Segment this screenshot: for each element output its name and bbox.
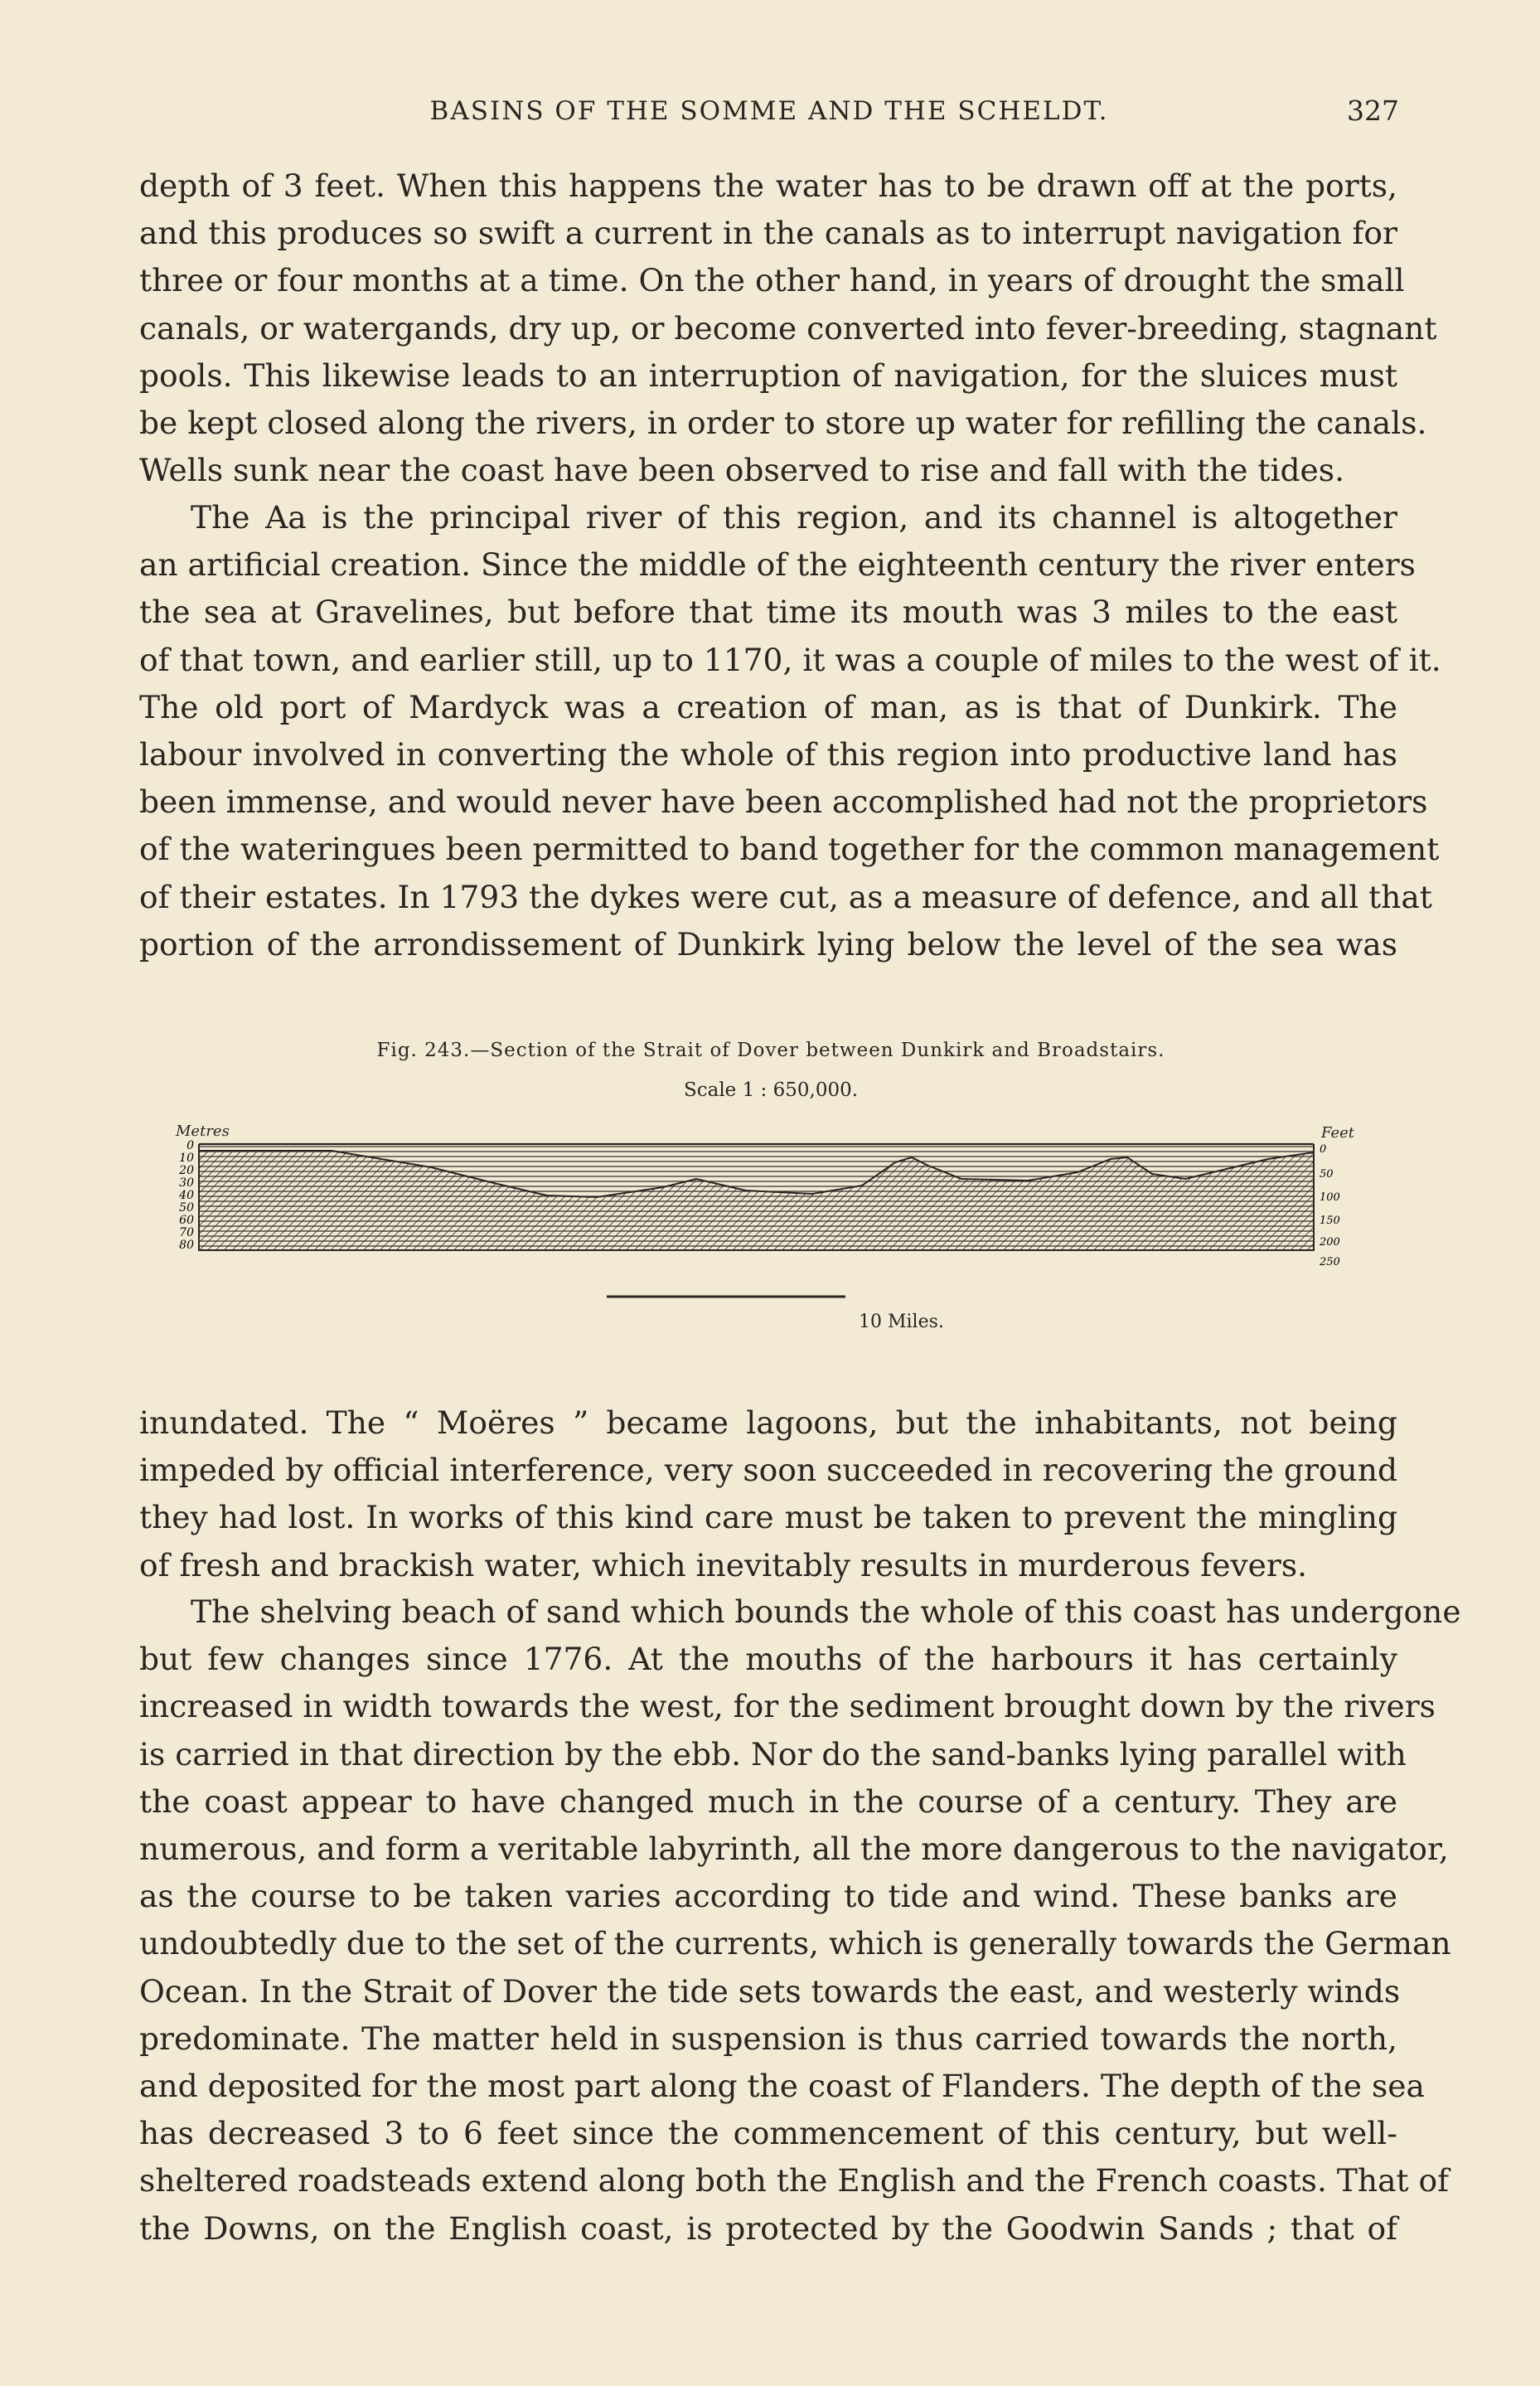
- scale-bar-label: 10 Miles.: [859, 1312, 944, 1332]
- text-line: predominate. The matter held in suspension is thus carried towards the north,: [139, 2020, 1397, 2057]
- text-line: sheltered roadsteads extend along both the English and the French coasts. That of: [139, 2162, 1450, 2199]
- left-axis-title: Metres: [176, 1123, 230, 1140]
- right-axis-title: Feet: [1321, 1124, 1355, 1142]
- left-tick-label: 10: [179, 1152, 194, 1165]
- text-line: and deposited for the most part along the coast of Flanders. The depth of the sea: [139, 2068, 1425, 2105]
- text-line: has decreased 3 to 6 feet since the commencement of this century, but well-: [139, 2115, 1397, 2152]
- text-line: as the course to be taken varies according to tide and wind. These banks are: [139, 1878, 1397, 1915]
- text-line: pools. This likewise leads to an interruption of navigation, for the sluices must: [139, 356, 1397, 394]
- text-line: The Aa is the principal river of this region, and its channel is altogether: [191, 499, 1397, 536]
- text-line: The shelving beach of sand which bounds the whole of this coast has undergone: [191, 1593, 1461, 1630]
- text-line: of the wateringues been permitted to band together for the common management: [139, 831, 1440, 868]
- left-tick-label: 20: [179, 1164, 194, 1177]
- paragraph-2: [139, 494, 1441, 968]
- text-line: of that town, and earlier still, up to 1170, it was a couple of miles to the west of it.: [139, 641, 1441, 678]
- text-line: depth of 3 feet. When this happens the water has to be drawn off at the ports,: [139, 167, 1397, 204]
- left-tick-label: 50: [179, 1201, 194, 1215]
- left-tick-label: 70: [179, 1226, 194, 1239]
- paragraph-3: [139, 1399, 1397, 1589]
- cross-section-diagram: [166, 1119, 1376, 1310]
- text-line: they had lost. In works of this kind care must be taken to prevent the mingling: [139, 1499, 1397, 1536]
- right-tick-label: 150: [1320, 1215, 1340, 1227]
- text-line: impeded by official interference, very soon succeeded in recovering the ground: [139, 1452, 1397, 1489]
- left-tick-label: 30: [179, 1176, 194, 1190]
- text-line: and this produces so swift a current in the canals as to interrupt navigation for: [139, 215, 1397, 252]
- text-line: an artificial creation. Since the middle of the eighteenth century the river enters: [139, 546, 1416, 584]
- left-tick-label: 40: [179, 1189, 194, 1202]
- text-line: Ocean. In the Strait of Dover the tide sets towards the east, and westerly winds: [139, 1972, 1401, 2010]
- text-line: numerous, and form a veritable labyrinth, all the more dangerous to the navigator,: [139, 1831, 1449, 1868]
- right-tick-label: 100: [1320, 1191, 1340, 1204]
- figure-243: [166, 1028, 1376, 1351]
- text-line: Wells sunk near the coast have been observed to rise and fall with the tides.: [139, 452, 1345, 489]
- text-line: canals, or watergands, dry up, or become converted into fever-breeding, stagnant: [139, 309, 1437, 347]
- paragraph-1: [139, 162, 1437, 494]
- left-axis-ticks: [178, 1139, 194, 1252]
- text-line: but few changes since 1776. At the mouths of the harbours it has certainly: [139, 1641, 1397, 1678]
- text-line: undoubtedly due to the set of the currents, which is generally towards the German: [139, 1925, 1451, 1962]
- right-tick-label: 50: [1320, 1168, 1334, 1181]
- running-title: BASINS OF THE SOMME AND THE SCHELDT.: [429, 96, 1109, 126]
- right-axis-ticks: [1319, 1143, 1340, 1268]
- text-line: be kept closed along the rivers, in order to store up water for refilling the canals.: [139, 405, 1427, 442]
- left-tick-label: 60: [179, 1214, 194, 1227]
- right-tick-label: 200: [1320, 1236, 1340, 1249]
- text-line: the Downs, on the English coast, is protected by the Goodwin Sands ; that of: [139, 2209, 1397, 2247]
- right-tick-label: 0: [1320, 1143, 1327, 1156]
- left-tick-label: 0: [186, 1139, 194, 1152]
- text-line: three or four months at a time. On the other hand, in years of drought the small: [139, 262, 1405, 299]
- left-tick-label: 80: [179, 1239, 194, 1252]
- text-line: is carried in that direction by the ebb. Nor do the sand-banks lying parallel with: [139, 1735, 1407, 1773]
- running-head: [139, 93, 1399, 134]
- text-line: The old port of Mardyck was a creation of man, as is that of Dunkirk. The: [139, 688, 1397, 725]
- text-line: of their estates. In 1793 the dykes were cut, as a measure of defence, and all that: [139, 878, 1432, 915]
- text-line: of fresh and brackish water, which inevitably results in murderous fevers.: [139, 1546, 1308, 1583]
- figure-scale: Scale 1 : 650,000.: [683, 1079, 859, 1101]
- paragraph-4: [139, 1588, 1461, 2253]
- text-line: inundated. The “ Moëres ” became lagoons, but the inhabitants, not being: [139, 1404, 1397, 1441]
- figure-caption: Fig. 243.—Section of the Strait of Dover between Dunkirk and Broadstairs.: [376, 1040, 1165, 1061]
- text-line: the sea at Gravelines, but before that time its mouth was 3 miles to the east: [139, 594, 1397, 631]
- page-number: 327: [1347, 95, 1399, 127]
- text-line: labour involved in converting the whole of this region into productive land has: [139, 736, 1397, 774]
- text-line: increased in width towards the west, for the sediment brought down by the rivers: [139, 1688, 1436, 1725]
- text-line: portion of the arrondissement of Dunkirk lying below the level of the sea was: [139, 925, 1397, 963]
- text-line: been immense, and would never have been accomplished had not the proprietors: [139, 783, 1428, 821]
- right-tick-label: 250: [1320, 1256, 1340, 1268]
- text-line: the coast appear to have changed much in the course of a century. They are: [139, 1782, 1397, 1820]
